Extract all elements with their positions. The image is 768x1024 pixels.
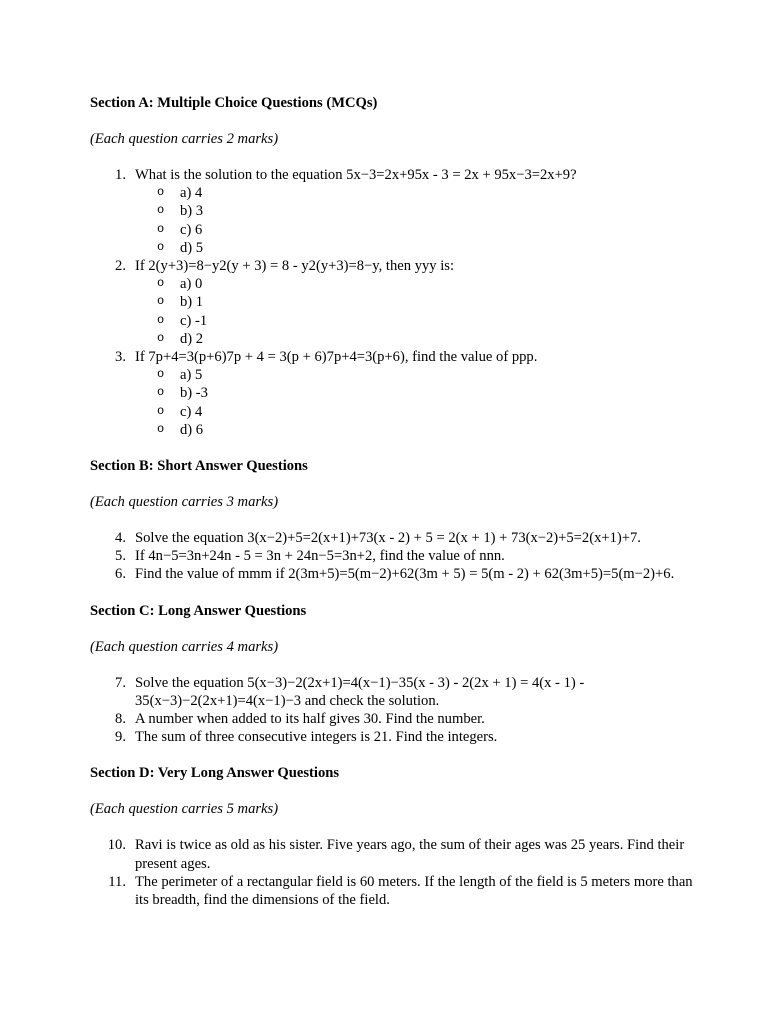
question-text: A number when added to its half gives 30. Find the number. [135,711,485,728]
section-title: Section C: Long Answer Questions [90,602,307,619]
question-number: 8. [115,711,126,728]
section-a [90,94,698,439]
option-item [135,202,698,220]
bullet-icon: o [157,185,165,200]
option-item [135,366,698,384]
option-item [135,330,698,348]
bullet-icon: o [157,203,165,218]
bullet-icon: o [157,421,165,436]
option-list [135,275,698,348]
option-text: d) 2 [180,330,204,347]
option-text: c) 6 [180,221,203,238]
option-item [135,275,698,293]
question-list [90,836,698,909]
option-item [135,184,698,202]
section-marks-note: (Each question carries 5 marks) [90,801,279,818]
option-item [135,293,698,311]
option-list [135,184,698,257]
question-text: Ravi is twice as old as his sister. Five years ago, the sum of their ages was 25 years. Find their present ages. [135,837,685,872]
question-text: Solve the equation 5(x−3)−2(2x+1)=4(x−1)−35(x - 3) - 2(2x + 1) = 4(x - 1) - 35(x−3)−2(2x+1)=4(x−1)−3 and check the solution. [135,674,585,709]
question-item [90,873,698,909]
question-text: If 7p+4=3(p+6)7p + 4 = 3(p + 6)7p+4=3(p+6), find the value of ppp. [135,349,538,366]
section-title: Section B: Short Answer Questions [90,458,308,475]
section-b [90,457,698,584]
question-number: 5. [115,548,126,565]
option-item [135,421,698,439]
question-number: 7. [115,674,126,691]
question-number: 1. [115,167,126,183]
option-text: c) 4 [180,403,203,420]
question-number: 9. [115,729,126,746]
option-text: d) 5 [180,239,204,256]
question-text: Find the value of mmm if 2(3m+5)=5(m−2)+62(3m + 5) = 5(m - 2) + 62(3m+5)=5(m−2)+6. [135,566,675,583]
question-item [90,257,698,348]
question-number: 2. [115,258,126,275]
section-marks-note: (Each question carries 3 marks) [90,494,279,511]
question-item [90,166,698,257]
section-c [90,602,698,747]
bullet-icon: o [157,312,165,327]
bullet-icon: o [157,385,165,400]
question-number: 11. [108,873,126,890]
bullet-icon: o [157,403,165,418]
question-text: What is the solution to the equation 5x−3=2x+95x - 3 = 2x + 95x−3=2x+9? [135,167,577,183]
option-text: b) -3 [180,385,208,402]
option-item [135,239,698,257]
option-list [135,366,698,439]
option-item [135,312,698,330]
option-text: a) 4 [180,185,203,202]
section-d [90,764,698,909]
question-text: Solve the equation 3(x−2)+5=2(x+1)+73(x - 2) + 5 = 2(x + 1) + 73(x−2)+5=2(x+1)+7. [135,530,641,547]
bullet-icon: o [157,330,165,345]
question-item [90,529,698,547]
section-title: Section D: Very Long Answer Questions [90,765,340,782]
bullet-icon: o [157,294,165,309]
option-item [135,221,698,239]
question-number: 6. [115,566,126,583]
bullet-icon: o [157,276,165,291]
question-text: The perimeter of a rectangular field is 60 meters. If the length of the field is 5 meters more than its breadth, find the dimensions of the field. [135,873,693,909]
question-item [90,565,698,583]
question-list [90,166,698,439]
bullet-icon: o [157,221,165,236]
option-text: a) 0 [180,276,203,293]
question-text: The sum of three consecutive integers is 21. Find the integers. [135,729,498,746]
question-number: 10. [107,837,126,854]
section-marks-note: (Each question carries 4 marks) [90,638,279,655]
option-text: d) 6 [180,421,204,438]
question-text: If 2(y+3)=8−y2(y + 3) = 8 - y2(y+3)=8−y, then yyy is: [135,258,455,275]
section-marks-note: (Each question carries 2 marks) [90,131,279,147]
question-list [90,674,698,747]
question-number: 4. [115,530,126,547]
question-item [90,348,698,439]
question-number: 3. [115,349,126,366]
question-item [90,674,698,710]
question-text: If 4n−5=3n+24n - 5 = 3n + 24n−5=3n+2, find the value of nnn. [135,548,505,565]
option-text: c) -1 [180,312,208,329]
question-list [90,529,698,584]
question-item [90,836,698,872]
option-text: a) 5 [180,367,203,384]
bullet-icon: o [157,239,165,254]
option-item [135,403,698,421]
question-item [90,728,698,746]
option-text: b) 1 [180,294,204,311]
question-item [90,547,698,565]
section-title: Section A: Multiple Choice Questions (MCQs) [90,95,378,111]
option-item [135,384,698,402]
bullet-icon: o [157,367,165,382]
question-item [90,710,698,728]
option-text: b) 3 [180,203,204,220]
